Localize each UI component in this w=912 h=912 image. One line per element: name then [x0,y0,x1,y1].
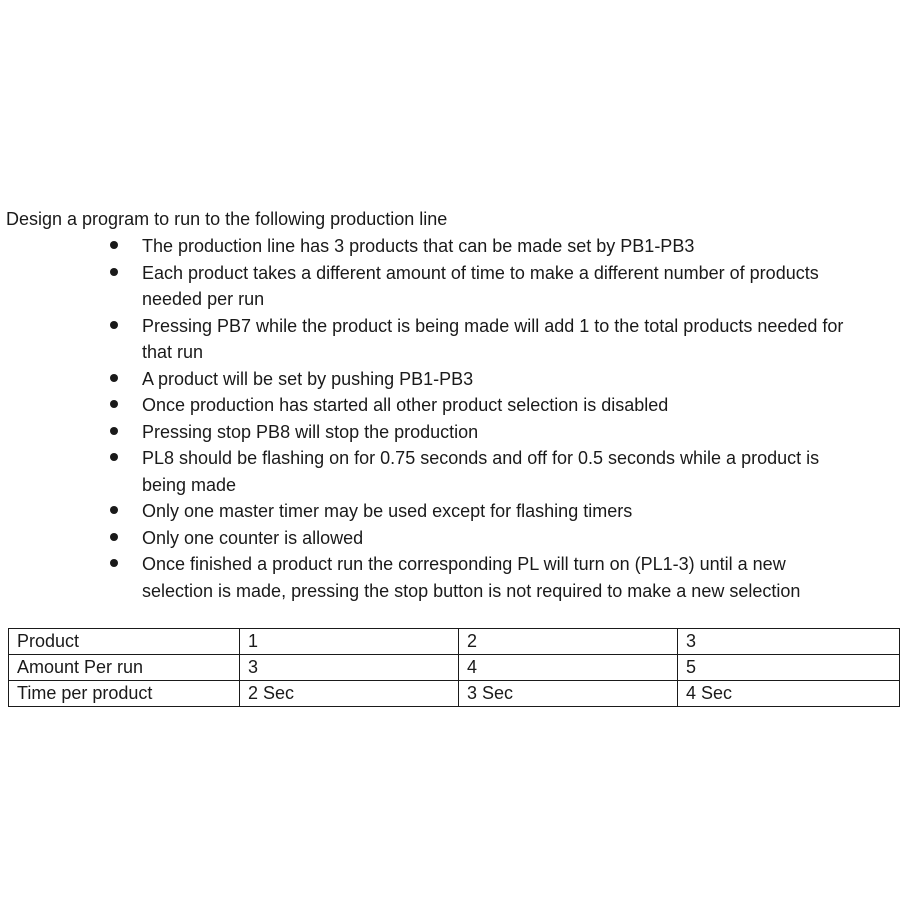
list-item-text: that run [142,342,204,362]
list-item [108,233,904,260]
table-cell: 2 Sec [240,681,459,707]
table-row [9,629,900,655]
bullet-icon [110,559,118,567]
list-item-text: Pressing PB7 while the product is being made will add 1 to the total products needed for [142,315,844,336]
bullet-icon [110,427,118,435]
list-item-text: being made [142,474,237,495]
bullet-icon [110,374,118,382]
table-cell: 5 [678,655,900,681]
list-item [108,392,904,419]
table-cell: 3 Sec [459,681,678,707]
list-item-text: Once production has started all other product selection is disabled [142,395,669,415]
table-row-header: Amount Per run [9,655,240,681]
bullet-icon [110,506,118,514]
list-item-text: Only one master timer may be used except for flashing timers [142,501,633,521]
list-item [108,551,904,604]
list-item-text: selection is made, pressing the stop button is not required to make a new selection [142,580,801,601]
table-row [9,681,900,707]
bullet-icon [110,400,118,408]
table-row [9,655,900,681]
list-item [108,260,904,313]
table-cell: 2 [459,629,678,655]
table-cell: 4 [459,655,678,681]
list-item [108,366,904,393]
product-spec-table [8,628,900,707]
table-row-header: Time per product [9,681,240,707]
bullet-icon [110,268,118,276]
bullet-icon [110,533,118,541]
table-cell: 3 [678,629,900,655]
list-item-text: A product will be set by pushing PB1-PB3 [142,368,474,389]
table-cell: 1 [240,629,459,655]
table-cell: 3 [240,655,459,681]
list-item [108,525,904,552]
list-item [108,419,904,446]
bullet-icon [110,321,118,329]
list-item-text: needed per run [142,289,265,309]
list-item-text: Each product takes a different amount of time to make a different number of products [142,262,819,283]
list-item [108,498,904,525]
bullet-icon [110,241,118,249]
list-item-text: PL8 should be flashing on for 0.75 seconds and off for 0.5 seconds while a product is [142,448,820,468]
table-cell: 4 Sec [678,681,900,707]
list-item [108,313,904,366]
requirements-list [108,233,904,604]
list-item-text: Pressing stop PB8 will stop the production [142,421,479,442]
list-item [108,445,904,498]
bullet-icon [110,453,118,461]
list-item-text: Once finished a product run the corresponding PL will turn on (PL1-3) until a new [142,554,786,574]
list-item-text: Only one counter is allowed [142,527,364,548]
table-row-header: Product [9,629,240,655]
list-item-text: The production line has 3 products that can be made set by PB1-PB3 [142,236,695,256]
intro-text: Design a program to run to the following production line [6,209,448,229]
